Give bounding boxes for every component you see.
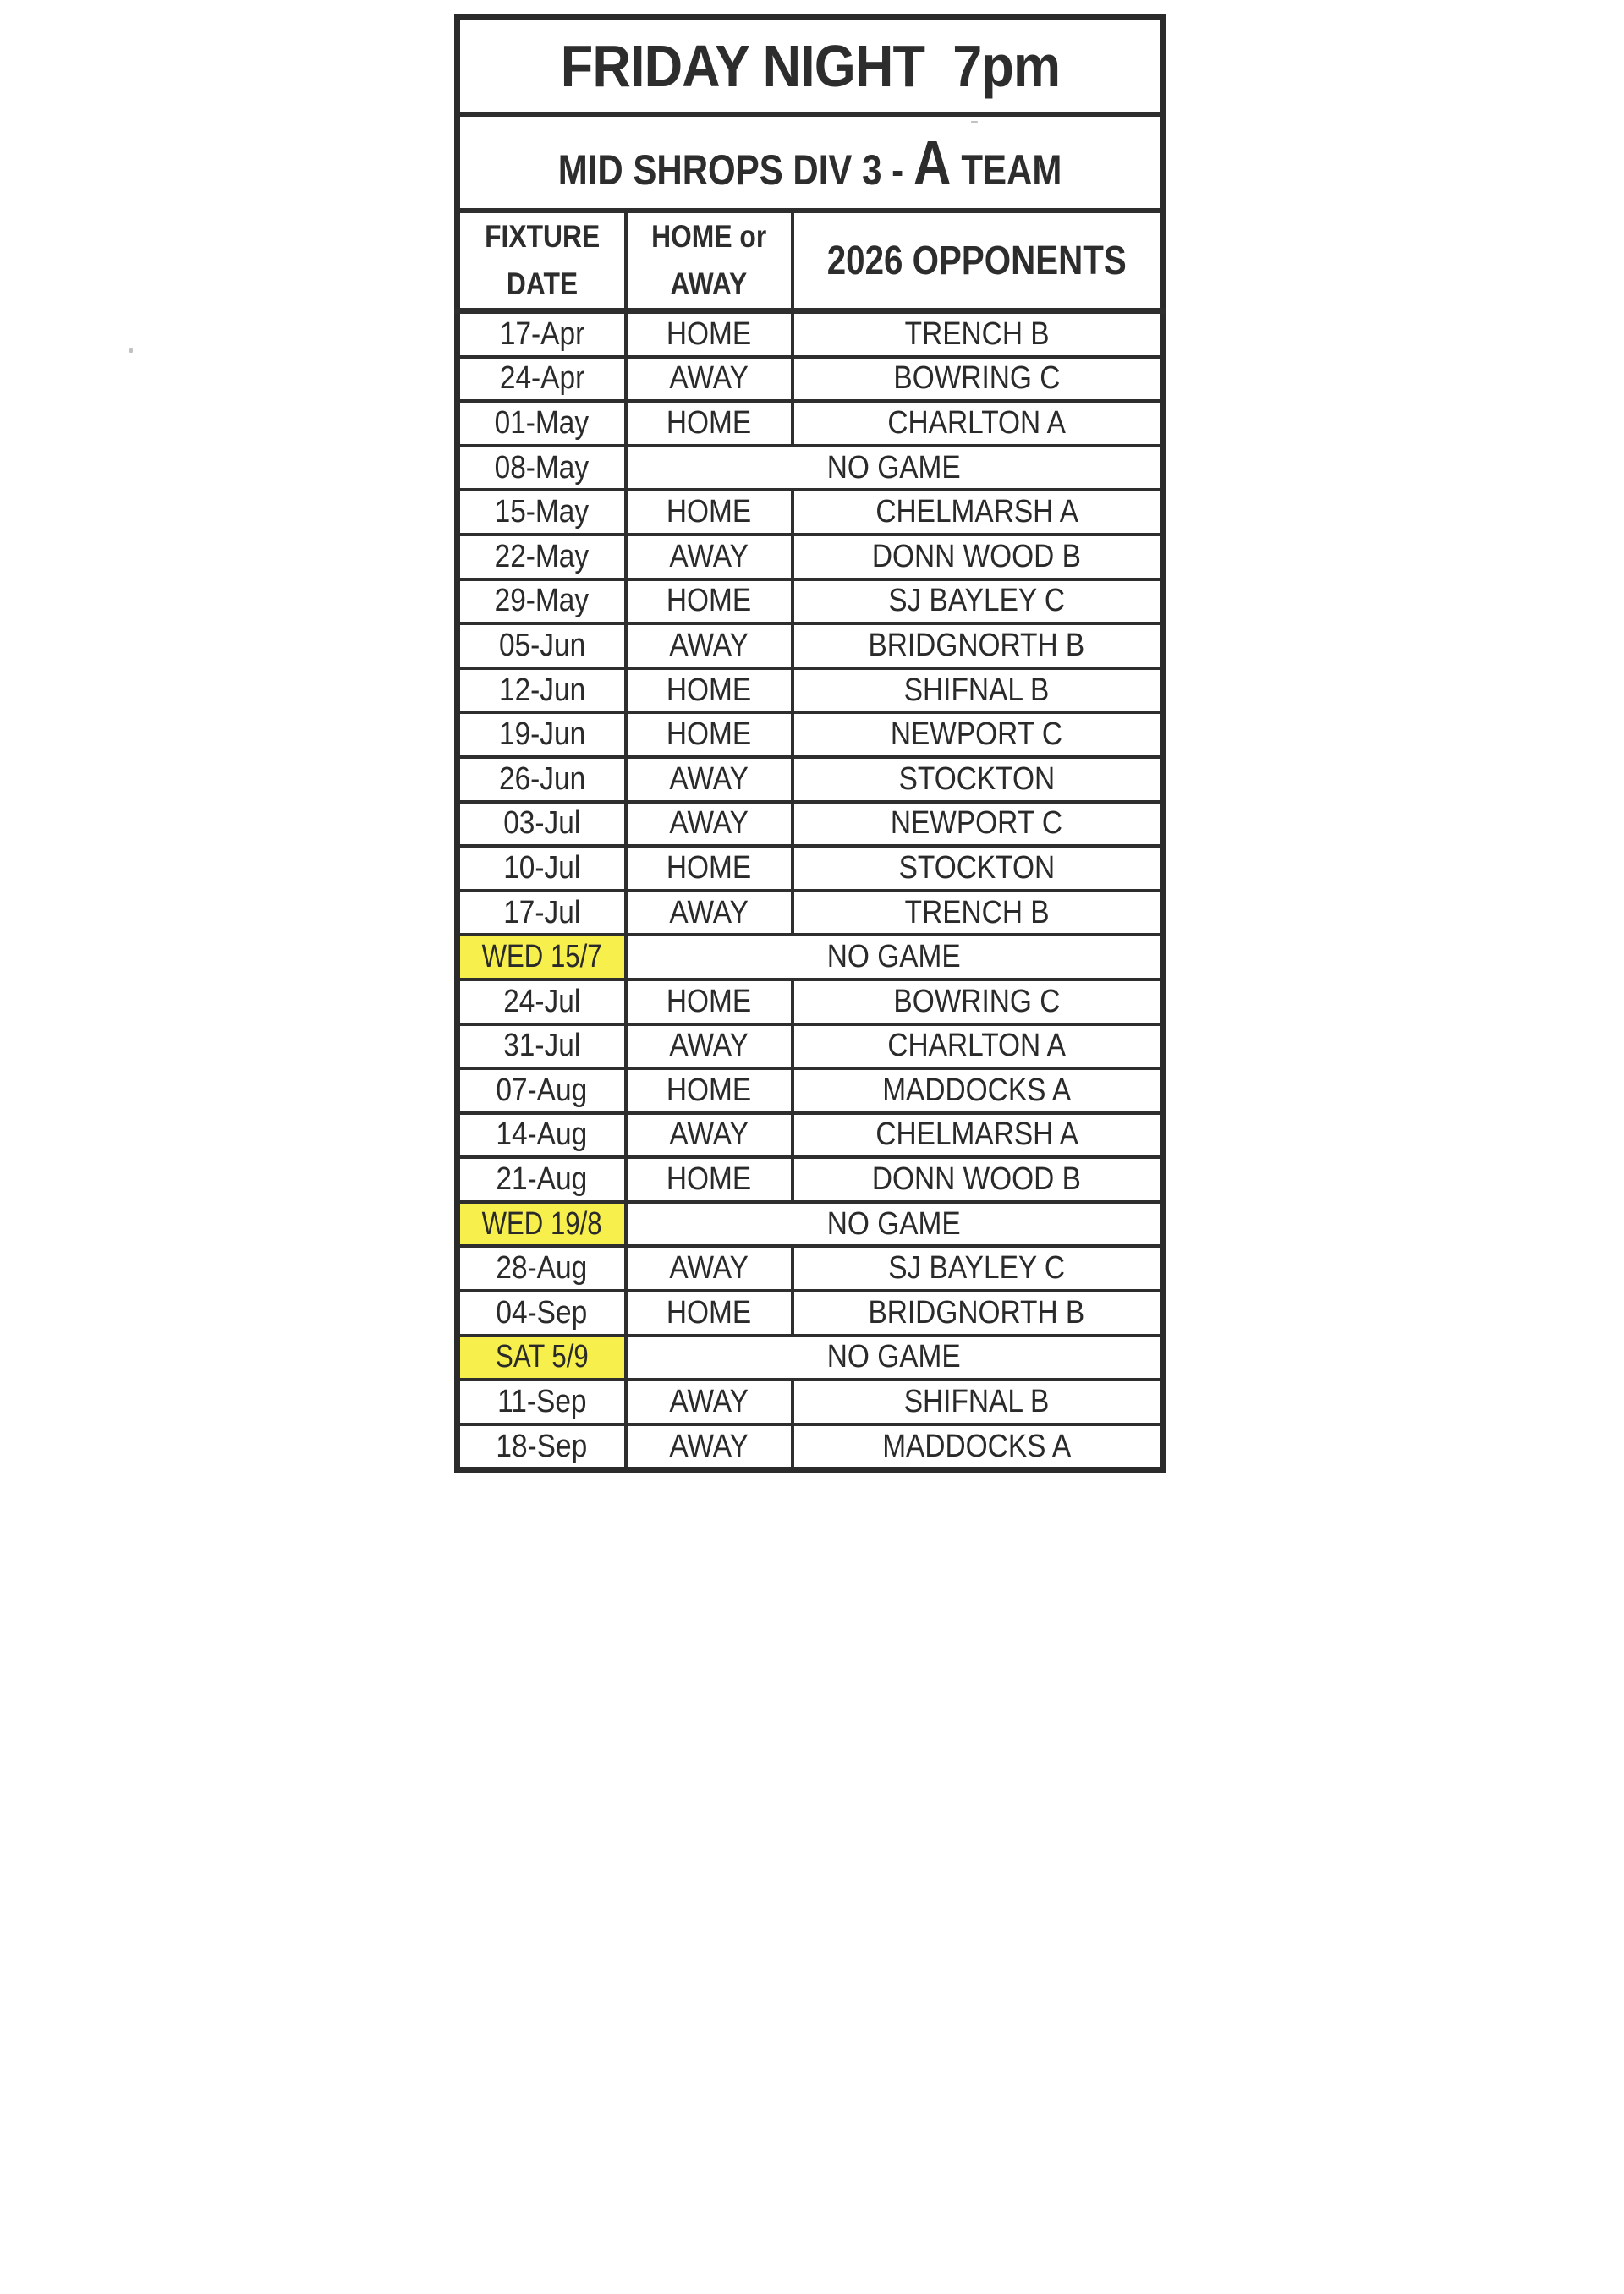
fixture-date-cell (458, 490, 626, 535)
fixture-row (458, 668, 1163, 713)
fixture-row (458, 1291, 1163, 1336)
fixture-date: 11-Sep (497, 1384, 587, 1420)
no-game-cell (626, 446, 1163, 491)
home-away-value: HOME (666, 1161, 752, 1198)
subtitle-suffix: TEAM (951, 145, 1062, 194)
home-away-cell (626, 1246, 793, 1291)
fixture-row (458, 579, 1163, 624)
no-game-label: NO GAME (826, 1339, 961, 1375)
fixture-date: 08-May (494, 449, 590, 486)
home-away-value: AWAY (669, 627, 749, 663)
opponent-name: BOWRING C (893, 360, 1061, 397)
home-away-cell (626, 1024, 793, 1069)
opponent-name: CHELMARSH A (875, 1117, 1078, 1153)
opponent-name: BRIDGNORTH B (868, 1294, 1085, 1331)
fixture-row (458, 1380, 1163, 1424)
header-date-line2: DATE (506, 266, 578, 301)
header-fixture-date (458, 211, 626, 311)
home-away-cell (626, 579, 793, 624)
page-title (458, 18, 1163, 115)
fixture-date: 15-May (494, 494, 590, 530)
opponent-cell (793, 1291, 1163, 1336)
fixture-date: 19-Jun (498, 716, 585, 753)
opponent-name: SHIFNAL B (903, 1384, 1050, 1420)
subtitle-row (458, 114, 1163, 211)
subtitle-text (558, 127, 1062, 199)
fixture-date: 01-May (494, 404, 590, 441)
opponent-cell (793, 1424, 1163, 1470)
opponent-name: STOCKTON (898, 760, 1056, 797)
fixture-date: 26-Jun (498, 760, 585, 797)
fixture-row (458, 1336, 1163, 1380)
opponent-name: BRIDGNORTH B (868, 627, 1085, 663)
title-text: FRIDAY NIGHT 7pm (560, 33, 1060, 99)
fixture-date-cell (458, 712, 626, 757)
fixture-sheet (454, 14, 1160, 1473)
opponent-name: STOCKTON (898, 849, 1056, 886)
fixture-date: 18-Sep (496, 1428, 588, 1464)
fixture-date-cell (458, 1068, 626, 1113)
home-away-cell (626, 535, 793, 579)
fixture-date: 10-Jul (503, 849, 581, 886)
fixture-date: 17-Jul (503, 894, 581, 930)
opponent-cell (793, 1246, 1163, 1291)
opponent-name: BOWRING C (893, 983, 1061, 1019)
fixture-date-cell (458, 1113, 626, 1158)
opponent-cell (793, 535, 1163, 579)
team-letter: A (913, 127, 952, 198)
fixture-date-cell (458, 311, 626, 357)
home-away-cell (626, 802, 793, 847)
fixture-row (458, 980, 1163, 1024)
opponent-name: DONN WOOD B (872, 538, 1082, 574)
opponent-name: MADDOCKS A (882, 1072, 1072, 1108)
home-away-cell (626, 623, 793, 668)
fixture-date: SAT 5/9 (495, 1339, 589, 1375)
opponent-cell (793, 1024, 1163, 1069)
opponent-name: SHIFNAL B (903, 672, 1050, 708)
opponent-cell (793, 846, 1163, 891)
fixture-date: 22-May (494, 538, 590, 574)
fixture-date-cell (458, 1246, 626, 1291)
opponent-cell (793, 802, 1163, 847)
fixture-row (458, 446, 1163, 491)
fixtures-table (454, 14, 1166, 1473)
opponent-cell (793, 357, 1163, 402)
home-away-cell (626, 1157, 793, 1202)
fixture-date: 24-Apr (499, 360, 584, 397)
fixture-date-cell (458, 401, 626, 446)
home-away-cell (626, 1291, 793, 1336)
fixture-row (458, 802, 1163, 847)
home-away-value: AWAY (669, 760, 749, 797)
header-opponents (793, 211, 1163, 311)
fixture-row (458, 757, 1163, 802)
fixture-date: 05-Jun (498, 627, 585, 663)
home-away-value: HOME (666, 849, 752, 886)
fixture-date-cell (458, 891, 626, 936)
home-away-value: HOME (666, 404, 752, 441)
fixture-row (458, 712, 1163, 757)
fixture-row (458, 891, 1163, 936)
home-away-value: AWAY (669, 894, 749, 930)
fixture-date-cell (458, 1336, 626, 1380)
home-away-cell (626, 1424, 793, 1470)
home-away-cell (626, 980, 793, 1024)
fixture-row (458, 311, 1163, 357)
opponent-name: NEWPORT C (891, 805, 1063, 842)
opponent-cell (793, 623, 1163, 668)
home-away-value: AWAY (669, 805, 749, 842)
subtitle-prefix: MID SHROPS DIV 3 - (557, 145, 914, 194)
fixture-date-cell (458, 846, 626, 891)
fixture-date: 03-Jul (503, 805, 581, 842)
opponent-name: CHARLTON A (887, 404, 1067, 441)
fixture-row (458, 1246, 1163, 1291)
opponent-name: SJ BAYLEY C (888, 1250, 1066, 1287)
home-away-value: HOME (666, 494, 752, 530)
home-away-cell (626, 1380, 793, 1424)
fixture-row (458, 623, 1163, 668)
fixture-date: 28-Aug (496, 1250, 588, 1287)
fixture-date: 31-Jul (503, 1028, 581, 1064)
no-game-label: NO GAME (826, 449, 961, 486)
home-away-value: AWAY (669, 1428, 749, 1464)
opponent-cell (793, 980, 1163, 1024)
fixture-row (458, 1157, 1163, 1202)
fixture-row (458, 935, 1163, 980)
opponent-cell (793, 1068, 1163, 1113)
scan-speck (129, 348, 133, 353)
home-away-cell (626, 757, 793, 802)
header-row (458, 211, 1163, 311)
home-away-value: AWAY (669, 1384, 749, 1420)
home-away-cell (626, 401, 793, 446)
home-away-value: AWAY (669, 1250, 749, 1287)
home-away-value: AWAY (669, 538, 749, 574)
fixture-row (458, 490, 1163, 535)
fixture-date: 04-Sep (496, 1294, 588, 1331)
home-away-value: HOME (666, 672, 752, 708)
fixture-date-cell (458, 579, 626, 624)
fixture-date-cell (458, 757, 626, 802)
opponent-name: CHARLTON A (887, 1028, 1067, 1064)
fixture-date-cell (458, 1157, 626, 1202)
fixture-date: 24-Jul (503, 983, 581, 1019)
home-away-value: AWAY (669, 360, 749, 397)
no-game-label: NO GAME (826, 1205, 961, 1242)
header-opponents-text: 2026 OPPONENTS (826, 238, 1127, 283)
fixture-date-cell (458, 1202, 626, 1247)
home-away-value: HOME (666, 316, 752, 352)
fixture-date-cell (458, 535, 626, 579)
home-away-cell (626, 490, 793, 535)
home-away-value: HOME (666, 716, 752, 753)
fixture-row (458, 401, 1163, 446)
home-away-cell (626, 1068, 793, 1113)
no-game-cell (626, 1336, 1163, 1380)
fixture-date: 14-Aug (496, 1117, 588, 1153)
opponent-name: NEWPORT C (891, 716, 1063, 753)
fixture-row (458, 357, 1163, 402)
opponent-name: TRENCH B (904, 316, 1050, 352)
fixture-date-cell (458, 357, 626, 402)
fixture-date-cell (458, 446, 626, 491)
fixture-date: WED 19/8 (481, 1205, 602, 1242)
fixture-row (458, 535, 1163, 579)
header-venue-line1: HOME or (650, 219, 767, 254)
opponent-cell (793, 1380, 1163, 1424)
opponent-cell (793, 311, 1163, 357)
opponent-name: TRENCH B (904, 894, 1050, 930)
header-date-line1: FIXTURE (484, 219, 600, 254)
home-away-value: HOME (666, 983, 752, 1019)
home-away-value: AWAY (669, 1028, 749, 1064)
division-title (458, 114, 1163, 211)
fixture-date-cell (458, 1380, 626, 1424)
fixture-row (458, 1202, 1163, 1247)
fixture-row (458, 1024, 1163, 1069)
home-away-value: HOME (666, 1294, 752, 1331)
fixture-row (458, 1068, 1163, 1113)
opponent-cell (793, 1113, 1163, 1158)
opponent-name: CHELMARSH A (875, 494, 1078, 530)
home-away-value: HOME (666, 583, 752, 619)
fixture-date: 07-Aug (496, 1072, 588, 1108)
fixture-date: WED 15/7 (481, 939, 602, 975)
fixture-date-cell (458, 980, 626, 1024)
opponent-cell (793, 1157, 1163, 1202)
home-away-value: HOME (666, 1072, 752, 1108)
home-away-cell (626, 1113, 793, 1158)
opponent-cell (793, 579, 1163, 624)
opponent-cell (793, 490, 1163, 535)
fixture-row (458, 1113, 1163, 1158)
fixture-date: 17-Apr (499, 316, 584, 352)
no-game-label: NO GAME (826, 939, 961, 975)
opponent-cell (793, 712, 1163, 757)
home-away-cell (626, 712, 793, 757)
title-row (458, 18, 1163, 115)
fixture-date: 12-Jun (498, 672, 585, 708)
fixture-date-cell (458, 1024, 626, 1069)
fixture-date: 29-May (494, 583, 590, 619)
opponent-name: MADDOCKS A (882, 1428, 1072, 1464)
opponent-name: DONN WOOD B (872, 1161, 1082, 1198)
opponent-cell (793, 668, 1163, 713)
fixture-date-cell (458, 935, 626, 980)
home-away-cell (626, 311, 793, 357)
fixture-date-cell (458, 668, 626, 713)
fixture-row (458, 1424, 1163, 1470)
fixture-date-cell (458, 802, 626, 847)
home-away-value: AWAY (669, 1117, 749, 1153)
home-away-cell (626, 668, 793, 713)
no-game-cell (626, 935, 1163, 980)
no-game-cell (626, 1202, 1163, 1247)
home-away-cell (626, 357, 793, 402)
opponent-cell (793, 757, 1163, 802)
opponent-cell (793, 891, 1163, 936)
opponent-cell (793, 401, 1163, 446)
scan-speck (971, 121, 978, 123)
home-away-cell (626, 846, 793, 891)
opponent-name: SJ BAYLEY C (888, 583, 1066, 619)
fixture-date-cell (458, 623, 626, 668)
fixture-row (458, 846, 1163, 891)
header-venue-line2: AWAY (670, 266, 748, 301)
header-home-or-away (626, 211, 793, 311)
fixture-date-cell (458, 1291, 626, 1336)
home-away-cell (626, 891, 793, 936)
fixture-date: 21-Aug (496, 1161, 588, 1198)
fixture-date-cell (458, 1424, 626, 1470)
